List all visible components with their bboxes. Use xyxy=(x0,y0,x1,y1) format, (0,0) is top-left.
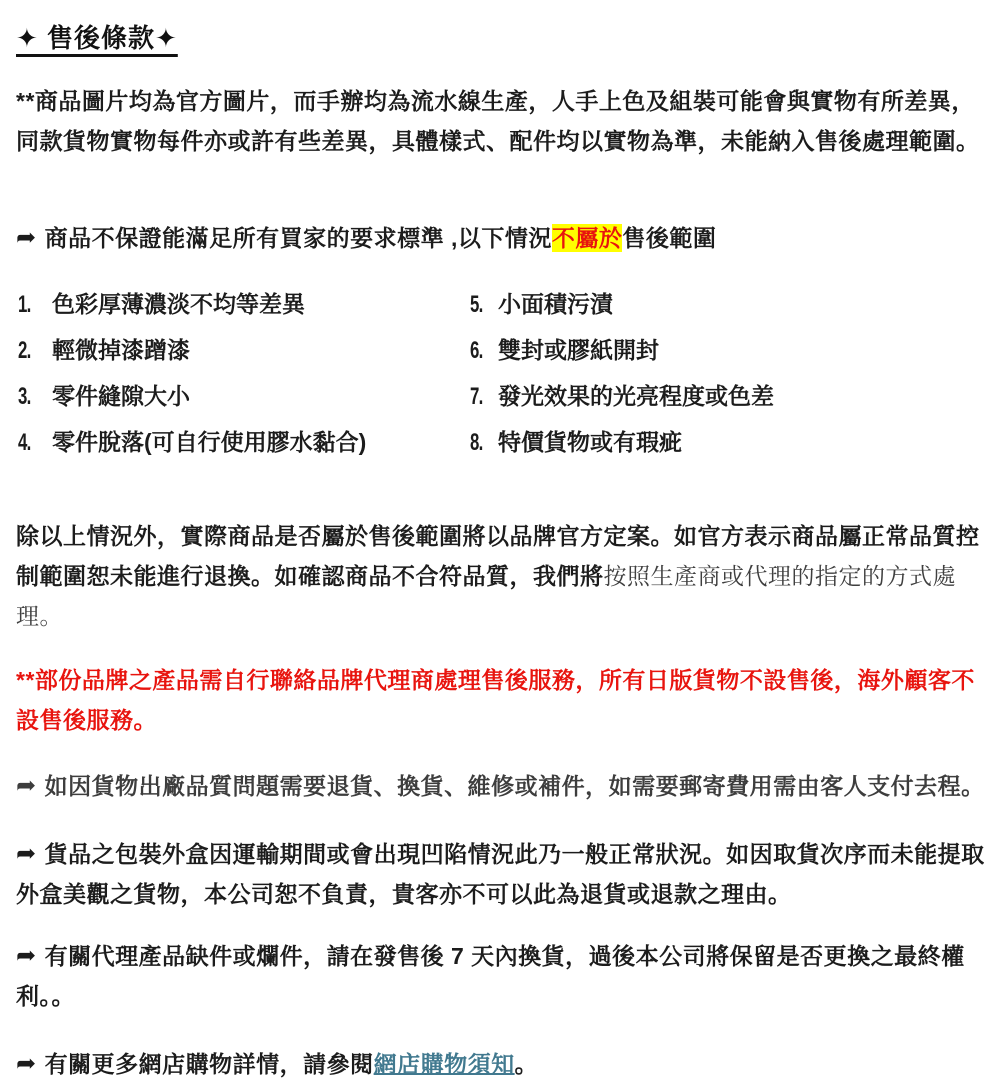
exclusion-list xyxy=(18,286,988,470)
list-item xyxy=(470,332,970,378)
exchange-note-paragraph xyxy=(16,936,991,1016)
shop-guide-link[interactable]: 網店購物須知 xyxy=(373,1051,515,1077)
curved-arrow-icon: ➥ xyxy=(16,772,37,799)
guarantee-line xyxy=(16,218,991,258)
list-item xyxy=(18,378,470,424)
item-text: 零件脫落(可自行使用膠水黏合) xyxy=(52,429,367,455)
curved-arrow-icon: ➥ xyxy=(16,942,37,969)
more-info-line xyxy=(16,1044,991,1084)
item-number: 4. xyxy=(18,429,31,456)
item-number: 7. xyxy=(470,383,483,410)
policy-bold-text: 除以上情況外，實際商品是否屬於售後範圍將以品牌官方定案。如官方表示商品屬正常品質控制範圍恕未能進行退換。如確認商品不合符品質，我們將 xyxy=(16,523,980,589)
policy-gray-text: 按照生產商或代理的指定的方式處理。 xyxy=(16,563,956,629)
item-text: 色彩厚薄濃淡不均等差異 xyxy=(52,291,305,317)
list-item xyxy=(470,286,970,332)
item-text: 雙封或膠紙開封 xyxy=(498,337,659,363)
packaging-note-paragraph xyxy=(16,834,991,914)
item-number: 6. xyxy=(470,337,483,364)
item-number: 1. xyxy=(18,291,31,318)
page-title: ✦ 售後條款✦ xyxy=(16,23,178,53)
shipping-note-text: 如因貨物出廠品質問題需要退貨、換貨、維修或補件，如需要郵寄費用需由客人支付去程。 xyxy=(44,773,985,799)
exclusion-list-left-column xyxy=(18,286,470,470)
policy-paragraph xyxy=(16,516,991,636)
item-text: 特價貨物或有瑕疵 xyxy=(498,429,682,455)
item-text: 輕微掉漆蹭漆 xyxy=(52,337,190,363)
list-item xyxy=(18,332,470,378)
shipping-note-paragraph xyxy=(16,766,991,806)
curved-arrow-icon: ➥ xyxy=(16,1050,37,1077)
item-number: 2. xyxy=(18,337,31,364)
curved-arrow-icon: ➥ xyxy=(16,224,37,251)
packaging-note-text: 貨品之包裝外盒因運輸期間或會出現凹陷情況此乃一般正常狀況。如因取貨次序而未能提取外盒美觀之貨物，本公司恕不負責，貴客亦不可以此為退貨或退款之理由。 xyxy=(16,841,985,907)
item-text: 發光效果的光亮程度或色差 xyxy=(498,383,774,409)
list-item xyxy=(18,286,470,332)
item-number: 8. xyxy=(470,429,483,456)
item-number: 3. xyxy=(18,383,31,410)
guarantee-suffix: 售後範圍 xyxy=(622,225,717,251)
intro-paragraph: **商品圖片均為官方圖片，而手辦均為流水線生產，人手上色及組裝可能會與實物有所差異，同款貨物實物每件亦或許有些差異，具體樣式、配件均以實物為準，未能納入售後處理範圍。 xyxy=(16,88,980,154)
list-item xyxy=(470,424,970,470)
red-notice-paragraph: **部份品牌之產品需自行聯絡品牌代理商處理售後服務，所有日版貨物不設售後，海外顧客不設售後服務。 xyxy=(16,667,975,733)
exclusion-list-right-column xyxy=(470,286,970,470)
more-info-suffix: 。 xyxy=(514,1051,539,1077)
list-item xyxy=(470,378,970,424)
item-number: 5. xyxy=(470,291,483,318)
curved-arrow-icon: ➥ xyxy=(16,840,37,867)
item-text: 小面積污漬 xyxy=(498,291,613,317)
item-text: 零件縫隙大小 xyxy=(52,383,190,409)
exchange-note-text: 有關代理產品缺件或爛件，請在發售後 7 天內換貨，過後本公司將保留是否更換之最終權利。。 xyxy=(16,943,965,1009)
not-covered-highlight: 不屬於 xyxy=(551,225,623,251)
list-item xyxy=(18,424,470,470)
more-info-prefix: 有關更多網店購物詳情，請參閱 xyxy=(44,1051,374,1077)
guarantee-prefix: 商品不保證能滿足所有買家的要求標準 ,以下情況 xyxy=(44,225,552,251)
